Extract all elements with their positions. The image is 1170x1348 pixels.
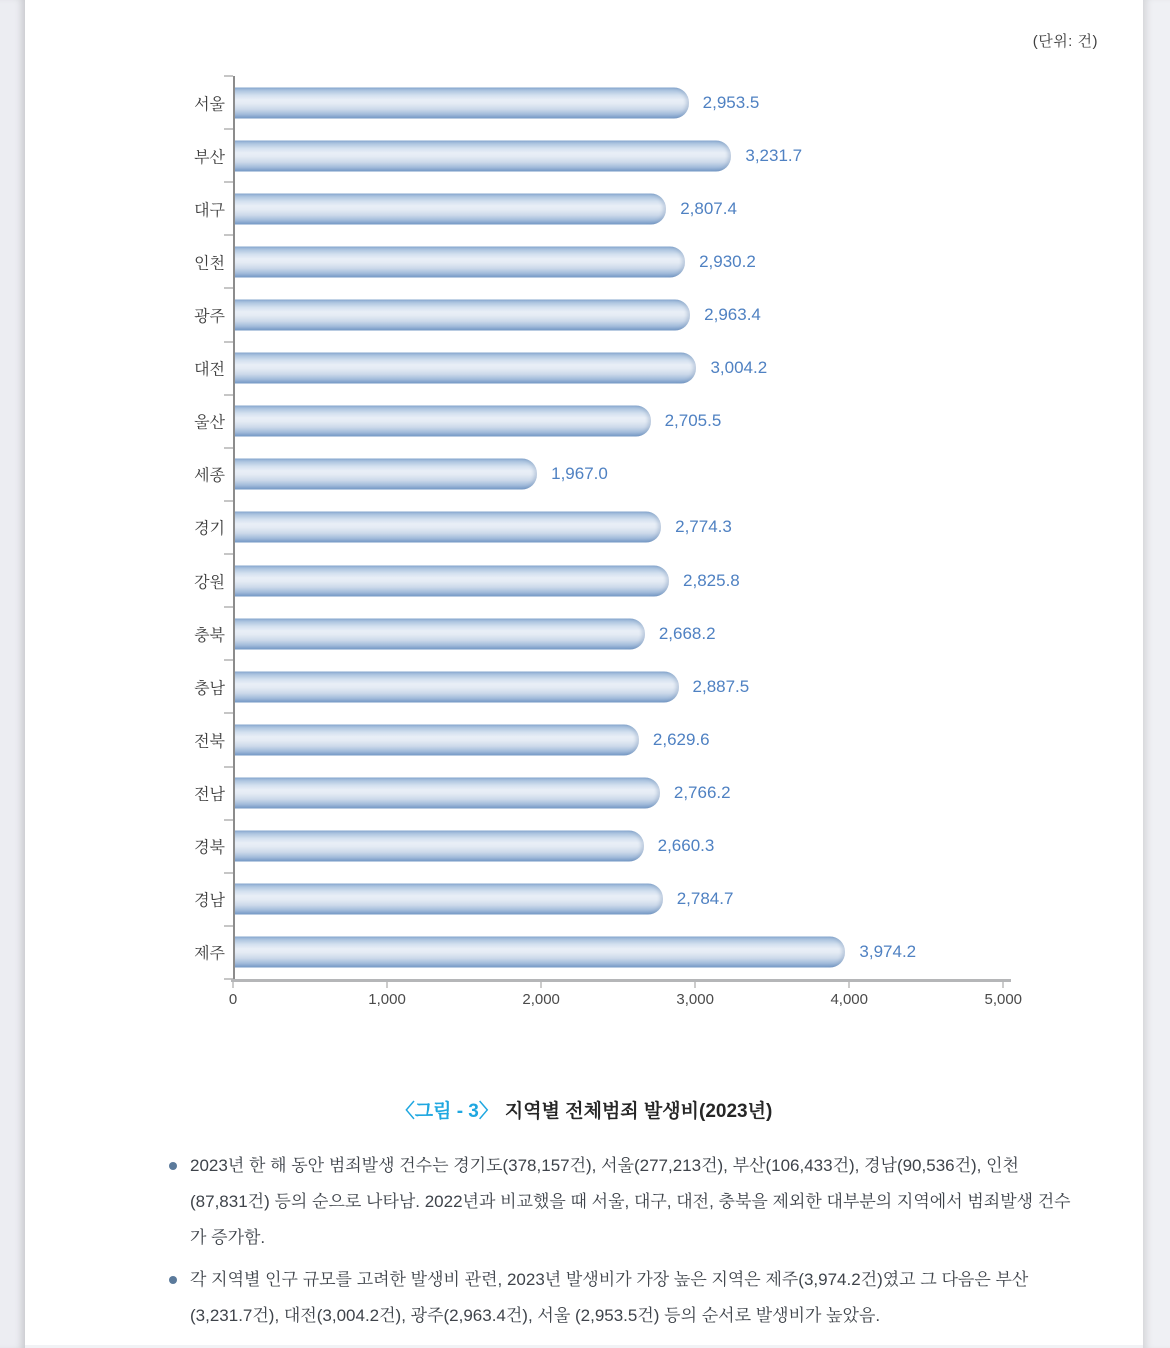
plot-area (194, 76, 1003, 979)
category-label: 충북 (194, 627, 225, 645)
bar (235, 140, 731, 171)
x-axis-tick (695, 982, 696, 988)
x-axis-label: 3,000 (676, 991, 714, 1008)
bar-row (194, 342, 1003, 395)
category-label: 인천 (194, 255, 225, 273)
x-axis-label: 2,000 (522, 991, 560, 1008)
bar (235, 724, 639, 755)
x-axis-label: 4,000 (830, 991, 868, 1008)
y-axis-tick (224, 394, 233, 395)
y-axis-tick (224, 288, 233, 289)
bar-row (194, 182, 1003, 235)
bar-row (194, 554, 1003, 607)
note-item: 2023년 한 해 동안 범죄발생 건수는 경기도(378,157건), 서울(277,213건), 부산(106,433건), 경남(90,536건), 인천(87,831건) 등의 순으로 나타남. 2022년과 비교했을 때 서울, 대구, 대전, 충북을 제외한 대부분의 지역에서 범죄발생 건수가 증가함. (190, 1148, 1071, 1256)
x-axis-tick (387, 982, 388, 988)
bar-row (194, 873, 1003, 926)
bar (235, 246, 685, 277)
x-axis (228, 979, 1023, 1008)
y-axis-tick (224, 660, 233, 661)
y-axis-tick (224, 235, 233, 236)
figure-caption-title: 지역별 전체범죄 발생비(2023년) (504, 1101, 773, 1122)
y-axis-tick (224, 76, 233, 77)
y-axis-tick (224, 713, 233, 714)
y-axis-tick (224, 554, 233, 555)
y-axis-tick (224, 182, 233, 183)
notes-list (190, 1148, 1071, 1340)
category-label: 제주 (194, 945, 225, 963)
value-label: 2,774.3 (675, 517, 732, 537)
category-label: 강원 (194, 574, 225, 592)
y-axis-tick (224, 925, 233, 926)
bar-row (194, 129, 1003, 182)
value-label: 3,974.2 (859, 942, 917, 962)
bar-row (194, 926, 1003, 979)
bar (235, 299, 690, 330)
value-label: 2,807.4 (680, 198, 737, 218)
value-label: 2,629.6 (652, 729, 710, 749)
bar-row (194, 713, 1003, 766)
y-axis-tick (224, 819, 233, 820)
right-page-edge (1143, 0, 1170, 1348)
category-label: 충남 (194, 680, 225, 698)
bar (235, 459, 537, 490)
bar (235, 884, 663, 915)
unit-label: (단위: 건) (1032, 33, 1098, 50)
value-label: 2,887.5 (692, 676, 750, 696)
category-label: 전북 (194, 733, 225, 751)
category-label: 대구 (194, 202, 225, 220)
value-label: 1,967.0 (551, 464, 608, 484)
x-axis-label: 1,000 (368, 991, 406, 1008)
value-label: 2,660.3 (657, 836, 715, 856)
category-label: 경기 (194, 520, 225, 538)
y-axis-tick (224, 447, 233, 448)
bar (235, 831, 644, 862)
bar (235, 671, 679, 702)
x-axis-tick (849, 982, 850, 988)
bar-row (194, 288, 1003, 341)
y-axis-tick (224, 341, 233, 342)
bar (235, 777, 660, 808)
value-label: 2,766.2 (673, 782, 731, 802)
bar (235, 618, 645, 649)
value-label: 2,705.5 (664, 411, 722, 431)
x-axis-label: 0 (228, 991, 238, 1008)
value-label: 2,784.7 (676, 889, 734, 909)
bar-row (194, 820, 1003, 873)
bar (235, 193, 666, 224)
bar (235, 353, 696, 384)
bar-row (194, 76, 1003, 129)
value-label: 2,668.2 (658, 623, 716, 643)
bar (235, 565, 669, 596)
value-label: 2,963.4 (704, 304, 761, 324)
bar-row (194, 395, 1003, 448)
y-axis-tick (224, 607, 233, 608)
x-axis-label: 5,000 (984, 991, 1023, 1008)
document-page (25, 0, 1143, 1348)
bar (235, 87, 689, 118)
bar-row (194, 660, 1003, 713)
bar-row (194, 766, 1003, 819)
value-label: 2,953.5 (702, 92, 760, 112)
bar-row (194, 235, 1003, 288)
bar-row (194, 501, 1003, 554)
figure-caption-number: 〈그림 - 3〉 (395, 1101, 498, 1122)
note-item: 각 지역별 인구 규모를 고려한 발생비 관련, 2023년 발생비가 가장 높은 지역은 제주(3,974.2건)였고 그 다음은 부산(3,231.7건), 대전(3,004.2건), 광주(2,963.4건), 서울 (2,953.5건) 등의 순서로 발생비가 높았음. (190, 1262, 1071, 1334)
x-axis-tick (541, 982, 542, 988)
bar-row (194, 448, 1003, 501)
category-label: 대전 (194, 361, 225, 379)
y-axis-tick (224, 872, 233, 873)
category-label: 경남 (194, 892, 225, 910)
category-label: 부산 (194, 149, 225, 167)
category-label: 경북 (194, 839, 225, 857)
x-axis-tick (233, 982, 234, 988)
value-label: 3,004.2 (710, 358, 768, 378)
category-label: 서울 (194, 96, 225, 114)
bar (235, 406, 651, 437)
value-label: 2,930.2 (699, 251, 756, 271)
category-label: 광주 (194, 308, 225, 326)
figure-caption (25, 1096, 1143, 1123)
y-axis-tick (224, 129, 233, 130)
category-label: 전남 (194, 786, 225, 804)
value-label: 2,825.8 (683, 570, 740, 590)
value-label: 3,231.7 (745, 145, 803, 165)
bar-row (194, 607, 1003, 660)
category-label: 세종 (194, 467, 225, 485)
y-axis-tick (224, 500, 233, 501)
y-axis-tick (224, 766, 233, 767)
category-label: 울산 (194, 414, 225, 432)
bar (235, 937, 845, 968)
left-page-edge (0, 0, 25, 1348)
x-axis-tick (1003, 982, 1004, 988)
bar (235, 512, 661, 543)
